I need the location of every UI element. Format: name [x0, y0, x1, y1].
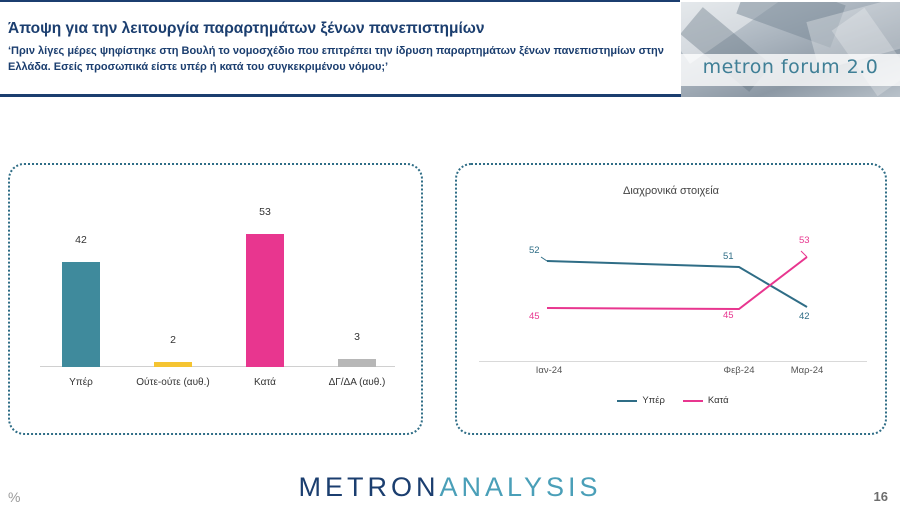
- slide-header: [0, 0, 900, 100]
- header-top-rule: [0, 0, 680, 2]
- page-subtitle: ‘Πριν λίγες μέρες ψηφίστηκε στη Βουλή το νομοσχέδιο που επιτρέπει την ίδρυση παραρτημάτων ξένων πανεπιστημίων στην Ελλάδα. Εσείς προσωπικά είστε υπέρ ή κατά του συγκεκριμένου νόμου;’: [8, 45, 664, 73]
- x-tick-label: Ιαν-24: [535, 365, 563, 376]
- point-label-yper-mar: 42: [799, 311, 810, 322]
- legend-label: Κατά: [707, 395, 729, 406]
- metron-analysis-logo: [0, 472, 900, 503]
- point-label-kata-jan: 45: [529, 311, 540, 322]
- legend-item-yper: [617, 395, 665, 406]
- line-chart: [471, 213, 875, 413]
- bar-value: 53: [259, 206, 271, 218]
- line-chart-title: Διαχρονικά στοιχεία: [622, 185, 720, 197]
- metron-forum-logo: metron forum 2.0: [702, 56, 879, 78]
- line-chart-svg: [471, 213, 875, 373]
- percent-symbol: %: [8, 489, 21, 505]
- point-label-yper-feb: 51: [723, 251, 734, 262]
- page-number: 16: [873, 489, 888, 504]
- x-tick-label: Φεβ-24: [723, 365, 755, 376]
- bar-rect: [338, 359, 376, 367]
- bar-rect: [246, 234, 284, 367]
- point-label-kata-feb: 45: [723, 310, 734, 321]
- bar-label: Υπέρ: [69, 377, 93, 388]
- bar-value: 3: [354, 331, 360, 343]
- line-chart-panel: [455, 163, 887, 435]
- page-title: Άποψη για την λειτουργία παραρτημάτων ξένων πανεπιστημίων: [8, 20, 485, 37]
- legend-label: Υπέρ: [642, 395, 665, 406]
- line-series-yper: [547, 261, 807, 307]
- x-tick-label: Μαρ-24: [790, 365, 824, 376]
- line-chart-legend: [471, 395, 875, 406]
- legend-swatch-icon: [683, 400, 703, 402]
- bar-value: 42: [75, 234, 87, 246]
- bar-item: [222, 206, 308, 388]
- bar-value: 2: [170, 334, 176, 346]
- bar-item: [314, 331, 400, 388]
- leader-line: [801, 251, 807, 257]
- bar-item: [38, 234, 124, 388]
- point-label-kata-mar: 53: [799, 235, 810, 246]
- legend-item-kata: [683, 395, 729, 406]
- logo-analysis: ANALYSIS: [439, 472, 602, 502]
- bar-label: Κατά: [254, 377, 276, 388]
- point-label-yper-jan: 52: [529, 245, 540, 256]
- bar-chart: [30, 195, 405, 405]
- bar-label: Ούτε-ούτε (αυθ.): [136, 377, 210, 388]
- bar-label: ΔΓ/ΔΑ (αυθ.): [328, 377, 386, 388]
- bar-chart-panel: [8, 163, 423, 435]
- leader-line: [541, 257, 547, 261]
- bar-item: [130, 334, 216, 388]
- logo-metron: METRON: [298, 472, 440, 502]
- legend-swatch-icon: [617, 400, 637, 402]
- bar-rect: [62, 262, 100, 367]
- header-photo: [681, 2, 900, 97]
